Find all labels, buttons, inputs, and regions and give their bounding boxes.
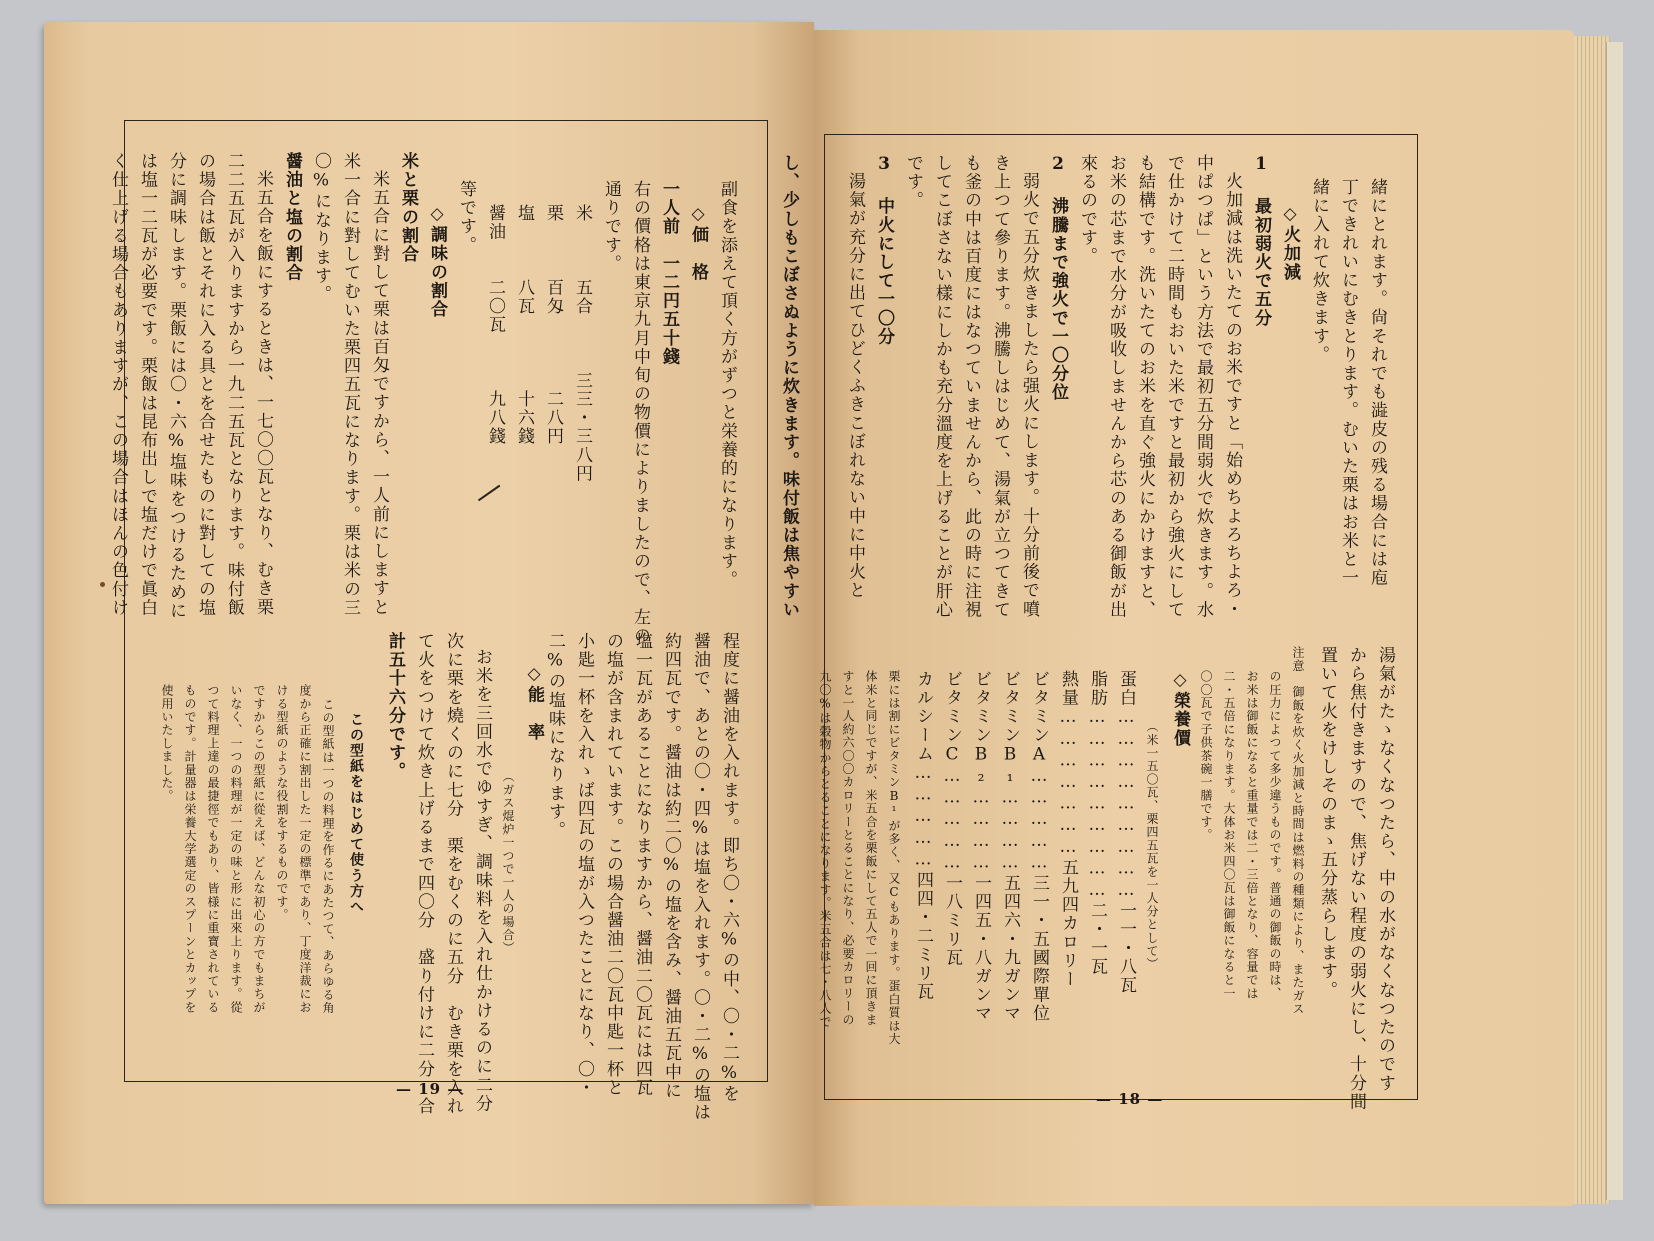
section-heading: ◇火加減 — [1280, 204, 1300, 282]
text-line: 二%の塩味になります。 — [545, 632, 565, 840]
nutrition-row: ビタミンB₁…………五四六・九ガンマ — [1000, 670, 1020, 1023]
page-19 — [44, 22, 814, 1204]
text-line: の塩が含まれています。この場合醤油二〇瓦中匙一杯と — [603, 632, 623, 1097]
note-line: 注意 御飯を炊く火加減と時間は燃料の種類により、またガス — [1291, 646, 1305, 1016]
text-line: です。 — [903, 154, 923, 210]
back-cover-edge — [1606, 42, 1623, 1200]
text-line: 二二五瓦が入りますから一九二五瓦となります。味付飯 — [224, 152, 244, 617]
page-number: — 18 — — [1096, 1090, 1164, 1108]
text-line: 湯氣がたゝなくなつたら、中の水がなくなつたのです — [1375, 646, 1395, 1093]
section-heading: ◇榮養價 — [1170, 670, 1190, 748]
step-heading-3: 3 中火にして一〇分 — [874, 154, 894, 346]
text-line: 一人前 一二円五十錢 — [659, 180, 679, 366]
text-line: 約四瓦です。醤油は約二〇%の塩を含み、醤油五瓦中に — [661, 632, 681, 1100]
text-line: 米五合を飯にするときは、一七〇〇瓦となり、むき栗 — [253, 170, 273, 617]
note-line: この型紙は一つの料理を作るにあたつて、あらゆる角 — [321, 698, 335, 1015]
nutrition-row: 脂肪………………………二・一瓦 — [1087, 670, 1107, 976]
note-line: お米は御飯になると重量では二・三倍となり、容量では — [1245, 670, 1259, 1000]
section-heading: ◇能 率 — [524, 664, 544, 742]
text-line: 醤油で、あとの〇・四%は塩を入れます。〇・二%の塩は — [690, 632, 710, 1122]
section-heading: ◇価 格 — [688, 204, 708, 282]
text-line: く仕上げる場合もありますが、この場合はほんの色付け — [108, 152, 128, 617]
nutrition-row: ビタミンA……………三一・五國際單位 — [1029, 670, 1049, 1023]
text-line: 來るのです。 — [1077, 154, 1097, 266]
text-line: 塩一瓦があることになりますから、醤油二〇瓦には四瓦 — [632, 632, 652, 1097]
sub-heading: 醤油と塩の割合 — [282, 152, 302, 283]
text-line: 分に調味します。栗飯には〇・六%塩味をつけるために — [166, 152, 186, 620]
text-line: 程度に醤油を入れます。即ち〇・六%の中、〇・二%を — [719, 632, 739, 1103]
section-heading: ◇調味の割合 — [427, 204, 447, 319]
text-line: 丁できれいにむきとります。むいた栗はお米と一 — [1338, 178, 1358, 588]
nutrition-row: 熱量…………………五九四カロリー — [1058, 670, 1078, 989]
text-line: お米を三回水でゆすぎ、調味料を入れ仕かけるのに二分 — [472, 648, 492, 1113]
text-line: 〇%になります。 — [311, 152, 331, 304]
text-line: 火加減は洗いたてのお米ですと「始めちよろちよろ・ — [1222, 172, 1242, 619]
step-heading: 1 最初弱火で五分 — [1251, 154, 1271, 328]
text-line: （米一五〇瓦、栗四五瓦を一人分として） — [1145, 720, 1159, 971]
text-line: 九〇%は穀物からとることになります。米五合は七・八人で — [818, 670, 832, 1029]
note-line: の圧力によつて多少違うものです。普通の御飯の時は、 — [1268, 670, 1282, 1000]
note-line: ける型紙のような役割をするものです。 — [275, 684, 289, 922]
step-heading: 2 沸騰まで強火で一〇分位 — [1048, 154, 1068, 402]
text-line: 中ぱつぱ」という方法で最初五分間弱火で炊きます。水 — [1193, 154, 1213, 619]
note-line: 〇〇瓦で子供茶碗一膳です。 — [1199, 670, 1213, 842]
text-line: て火をつけて炊き上げるまで四〇分 盛り付けに二分 合 — [414, 632, 434, 1116]
text-line: き上つて參ります。沸騰しはじめて、湯氣が立つてきて — [990, 154, 1010, 619]
price-row: 醤油 二〇瓦 九八錢 — [485, 204, 505, 446]
nutrition-row: ビタミンC……………一八ミリ瓦 — [942, 670, 962, 967]
text-line: 右の價格は東京九月中旬の物價によりましたので、左の — [630, 180, 650, 645]
text-line: 計五十六分です。 — [385, 632, 405, 781]
note-line: 使用いたしました。 — [160, 684, 174, 803]
text-line: 栗には割にビタミンB¹が多く、又Cもあります。蛋白質は大 — [887, 670, 901, 1046]
price-row: 米 五合 三三・三八円 — [572, 204, 592, 483]
page-edges — [1574, 36, 1610, 1204]
price-row: 塩 八瓦 十六錢 — [514, 204, 534, 446]
text-line: してこぼさない樣にしかも充分溫度を上げることが肝心 — [932, 154, 952, 619]
note-line: ですからこの型紙に從えば、どんな初心の方でもまちが — [252, 684, 266, 1014]
text-line: は塩一二瓦が必要です。栗飯は昆布出しで塩だけで眞白 — [137, 152, 157, 617]
text-line: 湯氣が充分に出てひどくふきこぼれない中に中火と — [845, 172, 865, 600]
step-heading-4: し、少しもこぼさぬように炊きます。味付飯は焦やすい — [779, 154, 799, 619]
note-title: この型紙をはじめて使う方へ — [348, 712, 364, 915]
text-line: から焦付きますので、焦げない程度の弱火にし、十分間 — [1346, 646, 1366, 1111]
nutrition-row: カルシーム……………四四・二ミリ瓦 — [913, 670, 933, 1002]
text-line: すと一人約六〇〇カロリーとることになり、必要カロリーの — [841, 670, 855, 1027]
nutrition-row: 蛋白………………………一一・八瓦 — [1116, 670, 1136, 995]
text-line: 小匙一杯を入れゝば四瓦の塩が入つたことになり、〇・ — [574, 632, 594, 1097]
text-line: 米一合に對してむいた栗四五瓦になります。栗は米の三 — [340, 152, 360, 617]
text-line: の場合は飯とそれに入る具とを合せたものに對しての塩 — [195, 152, 215, 617]
text-line: 等です。 — [456, 180, 476, 255]
text-line: 緒に入れて炊きます。 — [1309, 178, 1329, 364]
text-line: 体米と同じですが、米五合を栗飯にして五人で一回に頂きま — [864, 670, 878, 1027]
text-line: 米五合に對して栗は百匁ですから、一人前にしますと — [369, 170, 389, 617]
text-line: 次に栗を燒くのに七分 栗をむくのに五分 むき栗を入れ — [443, 632, 463, 1116]
text-line: 緒にとれます。尙それでも澁皮の残る場合には庖 — [1367, 178, 1387, 588]
note-line: 二・五倍になります。大体お米四〇瓦は御飯になると一 — [1222, 670, 1236, 1000]
note-line: いなく、一つの料理が一定の味と形に出來上ります。從 — [229, 684, 243, 1014]
text-line: も釜の中は百度にはなつていませんから、此の時に注視 — [961, 154, 981, 619]
text-line: で仕かけて二時間もおいた米ですと最初から強火にして — [1164, 154, 1184, 619]
note-line: つて料理上達の最捷徑でもあり、皆様に重寶されている — [206, 684, 220, 1014]
text-line: 通りです。 — [601, 180, 621, 273]
note-line: 度から正確に割出した一定の標準であり、丁度洋裁にお — [298, 684, 312, 1014]
text-line: 副食を添えて頂く方がずつと栄養的になります。 — [717, 180, 737, 590]
text-line: （ガス焜炉一つで一人の場合） — [501, 770, 515, 955]
page-number: — 19 — — [396, 1080, 464, 1098]
text-line: 弱火で五分炊きましたら强火にします。十分前後で噴 — [1019, 172, 1039, 619]
price-row: 栗 百匁 二八円 — [543, 204, 563, 446]
text-line: お米の芯まで水分が吸收しませんから芯のある御飯が出 — [1106, 154, 1126, 619]
sub-heading: 米と栗の割合 — [398, 152, 418, 264]
note-line: ものです。計量器は栄養大学選定のスプーンとカップを — [183, 684, 197, 1014]
text-line: も結構です。洗いたてのお米を直ぐ強火にかけますと、 — [1135, 154, 1155, 619]
text-line: 置いて火をけしそのまゝ五分蒸らします。 — [1317, 646, 1337, 1000]
nutrition-row: ビタミンB₂…………一四五・八ガンマ — [971, 670, 991, 1023]
page-18 — [779, 30, 1574, 1206]
